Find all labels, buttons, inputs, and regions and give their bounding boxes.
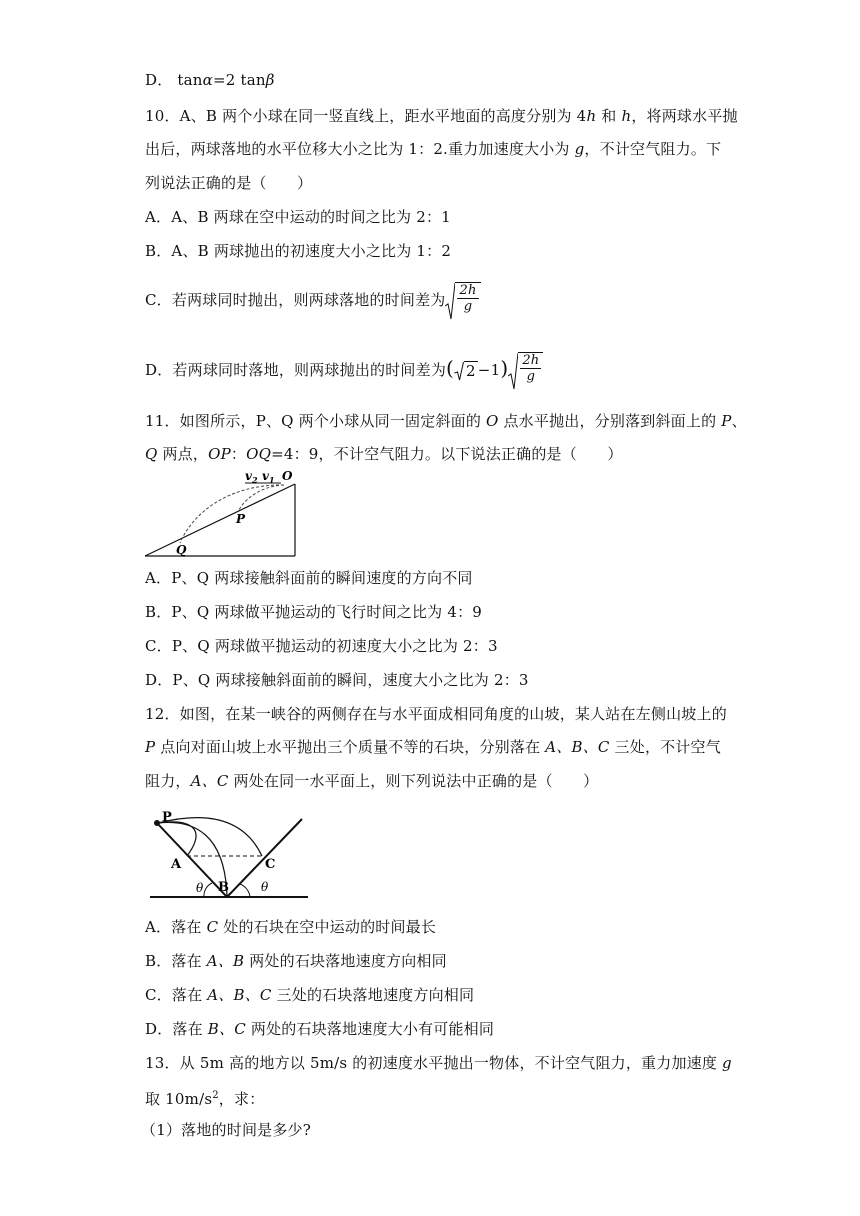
- q12-stem-line-2: P 点向对面山坡上水平抛出三个质量不等的石块，分别落在 A、B、C 三处，不计空气: [145, 738, 721, 756]
- label-a: A: [171, 857, 182, 872]
- q13-subquestion-1: （1）落地的时间是多少?: [141, 1121, 311, 1139]
- q10-option-d[interactable]: D．若两球同时落地，则两球抛出的时间差为( 2 −1) $\frac{2h}{g}$: [145, 348, 543, 388]
- q10-stem-line-3: 列说法正确的是（ ）: [145, 174, 313, 192]
- q13-stem-line-1: 13．从 5m 高的地方以 5m/s 的初速度水平抛出一物体，不计空气阻力，重力加速度 g: [145, 1054, 732, 1072]
- q11-stem-line-1: 11．如图所示，P、Q 两个小球从同一固定斜面的 O 点水平抛出，分别落到斜面上的 P、: [145, 412, 747, 430]
- label-v1: $v_1$: [262, 469, 275, 485]
- q10-option-b[interactable]: B．A、B 两球抛出的初速度大小之比为 1：2: [145, 242, 452, 260]
- sqrt-expression: $\frac{2h}{g}$: [508, 352, 543, 390]
- trajectory-a: [158, 822, 196, 856]
- left-slope: [157, 823, 227, 897]
- q12-option-d[interactable]: D．落在 B、C 两处的石块落地速度大小有可能相同: [145, 1020, 495, 1038]
- incline-surface: [145, 484, 295, 556]
- angle-arc-right: [240, 884, 250, 897]
- q10-option-a[interactable]: A．A、B 两球在空中运动的时间之比为 2：1: [145, 208, 451, 226]
- sqrt-expression: 2: [454, 361, 478, 381]
- q12-stem-line-1: 12．如图，在某一峡谷的两侧存在与水平面成相同角度的山坡，某人站在左侧山坡上的: [145, 705, 727, 723]
- label-o: O: [282, 469, 293, 483]
- q12-option-b[interactable]: B．落在 A、B 两处的石块落地速度方向相同: [145, 952, 447, 970]
- q11-incline-figure: [140, 468, 305, 560]
- q10-stem-line-1: 10．A、B 两个小球在同一竖直线上，距水平地面的高度分别为 4h 和 h，将两球水平抛: [145, 107, 738, 125]
- q10-option-c[interactable]: C．若两球同时抛出，则两球落地的时间差为 $\frac{2h}{g}$: [145, 280, 481, 320]
- trajectory-p: [239, 485, 284, 510]
- label-theta-left: θ: [196, 881, 204, 895]
- label-b: B: [218, 880, 229, 895]
- label-p: P: [162, 810, 172, 825]
- label-q: Q: [176, 543, 187, 557]
- q11-option-d[interactable]: D．P、Q 两球接触斜面前的瞬间，速度大小之比为 2：3: [145, 671, 529, 689]
- q11-stem-line-2: Q 两点，OP：OQ=4：9，不计空气阻力。以下说法正确的是（ ）: [145, 445, 623, 463]
- q10-stem-line-2: 出后，两球落地的水平位移大小之比为 1：2.重力加速度大小为 g，不计空气阻力。下: [145, 140, 722, 158]
- q11-option-b[interactable]: B．P、Q 两球做平抛运动的飞行时间之比为 4：9: [145, 603, 483, 621]
- label-p: P: [236, 512, 246, 526]
- q11-option-c[interactable]: C．P、Q 两球做平抛运动的初速度大小之比为 2：3: [145, 637, 498, 655]
- trajectory-c: [158, 818, 262, 856]
- q9-option-d[interactable]: D． tanα=2 tanβ: [145, 71, 275, 89]
- q12-valley-figure: [140, 805, 312, 900]
- q12-stem-line-3: 阻力，A、C 两处在同一水平面上，则下列说法中正确的是（ ）: [145, 772, 599, 790]
- label-v2: $v_2$: [245, 469, 258, 485]
- label-c: C: [265, 857, 276, 872]
- q13-stem-line-2: 取 $10m/s^2$，求：: [145, 1090, 265, 1108]
- q12-option-a[interactable]: A．落在 C 处的石块在空中运动的时间最长: [145, 918, 437, 936]
- q11-option-a[interactable]: A．P、Q 两球接触斜面前的瞬间速度的方向不同: [145, 569, 473, 587]
- q12-option-c[interactable]: C．落在 A、B、C 三处的石块落地速度方向相同: [145, 986, 475, 1004]
- angle-arc-left: [204, 883, 212, 897]
- label-theta-right: θ: [261, 880, 269, 894]
- sqrt-expression: $\frac{2h}{g}$: [445, 282, 480, 320]
